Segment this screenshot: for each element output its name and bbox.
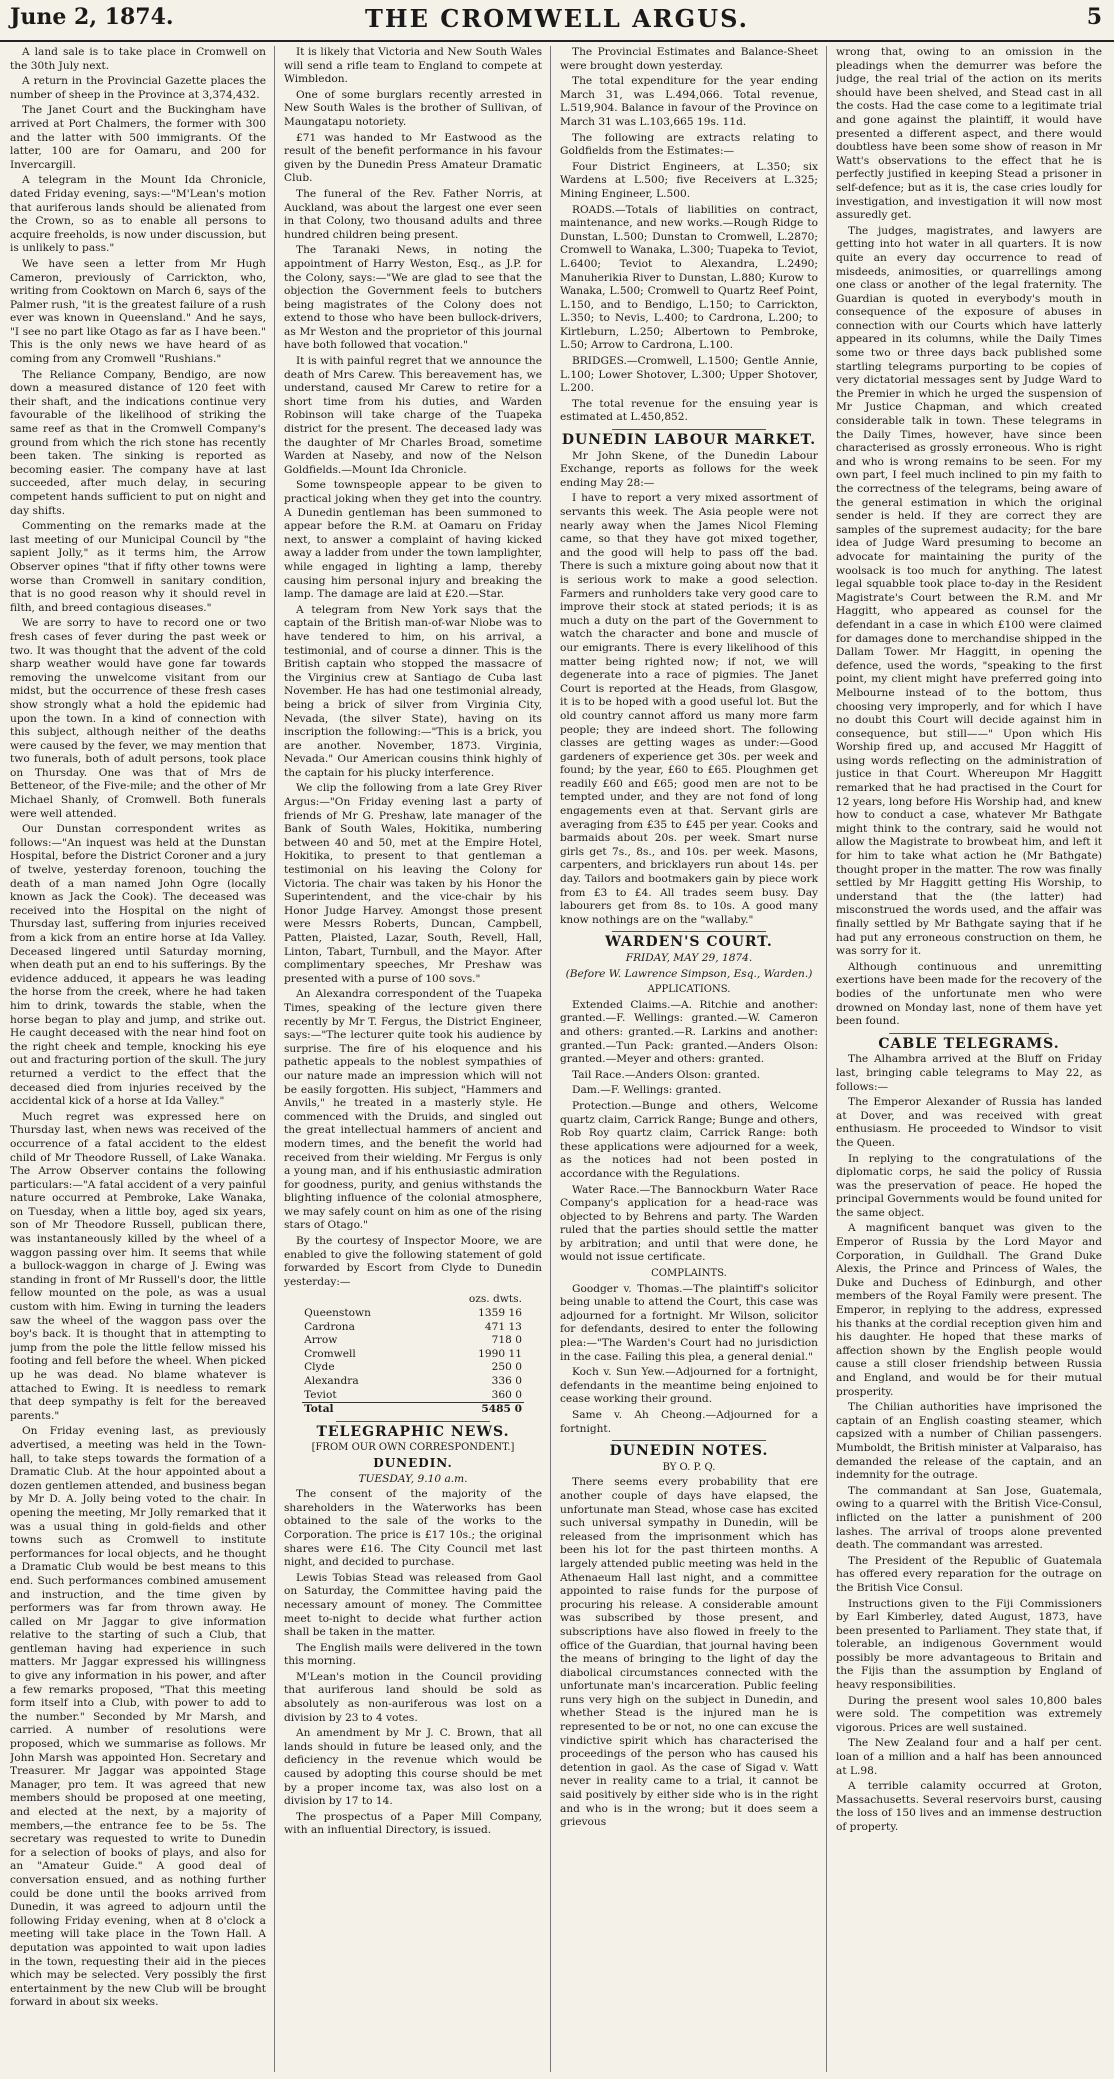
newspaper-title: THE CROMWELL ARGUS. <box>365 4 749 33</box>
paragraph: Mr John Skene, of the Dunedin Labour Exchange, reports as follows for the week ending May 28:— <box>560 449 818 489</box>
column-rule <box>274 46 275 2072</box>
section-heading-warden: WARDEN'S COURT. <box>605 934 773 951</box>
divider <box>612 931 767 932</box>
section-subheading: [FROM OUR OWN CORRESPONDENT.] <box>311 1442 515 1454</box>
paragraph: The prospectus of a Paper Mill Company, with an influential Directory, is issued. <box>284 1810 542 1837</box>
place-cell: Cardrona <box>304 1320 355 1333</box>
table-row <box>302 1389 524 1403</box>
paragraph: The consent of the majority of the shareholders in the Waterworks has been obtained to the sale of the works to the Corporation. The price is £17 10s.; the original shares were £16. The City Council met last night, and decided to purchase. <box>284 1488 542 1569</box>
table-row <box>302 1348 524 1362</box>
paragraph: The commandant at San Jose, Guatemala, owing to a quarrel with the British Vice-Consul, inflicted on the latter a punishment of 200 lashes. The arrival of troops alone prevented death. The commandant was arrested. <box>836 1484 1102 1552</box>
paragraph: By the courtesy of Inspector Moore, we are enabled to give the following statement of gold forwarded by Escort from Clyde to Dunedin yesterday:— <box>284 1235 542 1288</box>
place-cell: Clyde <box>304 1361 335 1374</box>
subsection-label: APPLICATIONS. <box>647 984 731 996</box>
table-row <box>302 1307 524 1321</box>
column-1 <box>10 46 266 2072</box>
paragraph: A magnificent banquet was given to the Emperor of Russia by the Lord Mayor and Corporation, in Guildhall. The Grand Duke Alexis, the Prince and Princess of Wales, the Duke and Duchess of Edinburgh, and other members of the Royal Family were present. The Emperor, in replying to the address, expressed his thanks at the cordial reception given him and his daughter. He hoped that these marks of affection shown by the English people would cause a still closer friendship between Russia and England, and would be for their mutual prosperity. <box>836 1222 1102 1398</box>
paragraph: The Alhambra arrived at the Bluff on Friday last, bringing cable telegrams to May 22, as follows:— <box>836 1053 1102 1093</box>
paragraph: One of some burglars recently arrested in New South Wales is the brother of Sullivan, of Maungatapu notoriety. <box>284 88 542 128</box>
place-cell: Queenstown <box>304 1307 371 1320</box>
paragraph: The total revenue for the ensuing year is estimated at L.450,852. <box>560 397 818 424</box>
place-cell: Arrow <box>304 1334 338 1347</box>
unit-header: ozs. dwts. <box>468 1293 522 1306</box>
column-4 <box>836 46 1102 2072</box>
paragraph: The judges, magistrates, and lawyers are getting into hot water in all quarters. It is now quite an every day occurrence to read of misdeeds, animosities, or quarrellings among one class or another of the legal fraternity. The Guardian is quoted in everybody's mouth in consequence of the exposure of abuses in connection with our Courts which have latterly appeared in its columns, while the Daily Times some two or three days back published some startling telegrams purporting to be copies of very dictatorial messages sent by Judge Ward to the Premier in which he urged the suspension of Mr Justice Chapman, and which created considerable talk in town. These telegrams in the Daily Times, however, have since been characterised as grossly erroneous. Who is right and who is wrong remains to be seen. For my own part, I feel much inclined to pin my faith to the correctness of the telegrams, being aware of the general estimation in which the original sender is held. If they are correct they are samples of the supremest audacity; for the bare idea of Judge Ward presuming to become an advocate for maintaining the purity of the woolsack is too much for anything. The latest legal squabble took place to-day in the Resident Magistrate's Court between the R.M. and Mr Haggitt, who appeared as counsel for the defendant in a case in which £100 were claimed for damages done to merchandise shipped in the Dallam Tower. Mr Haggitt, in opening the defence, used the words, "speaking to the first point, my client might have preferred going into Melbourne instead of to the bottom, thus choosing very improperly, and for which I have no doubt this Court will decide against him in consequence, but still——" Upon which His Worship fired up, and accused Mr Haggitt of using words reflecting on the administration of justice in that Court. Whereupon Mr Haggitt remarked that he had practised in the Court for 12 years, long before His Worship had, and knew how to conduct a case, whatever Mr Bathgate might think to the contrary, said he would not allow the Magistrate to browbeat him, and left it for him to take what action he (Mr Bathgate) thought proper in the matter. The row was finally settled by Mr Haggitt getting His Worship, to understand that the (the latter) had misconstrued the words used, and the affair was finally settled by Mr Bathgate saying that if he had put any erroneous construction on them, he was sorry for it. <box>836 224 1102 958</box>
paragraph: The Emperor Alexander of Russia has landed at Dover, and was received with great enthusiasm. He proceeded to Windsor to visit the Queen. <box>836 1096 1102 1149</box>
amount-cell: 336 0 <box>491 1375 522 1387</box>
paragraph: M'Lean's motion in the Council providing that auriferous land should be sold as absolutely as non-auriferous was lost on a division by 23 to 4 votes. <box>284 1670 542 1724</box>
gold-escort-table <box>302 1293 524 1416</box>
table-row <box>302 1361 524 1375</box>
paragraph: A telegram in the Mount Ida Chronicle, dated Friday evening, says:—"M'Lean's motion that auriferous lands should be alienated from the Crown, so as to enable all persons to acquire freeholds, is now under discussion, but is unlikely to pass." <box>10 174 266 255</box>
column-2 <box>284 46 542 2072</box>
dateline: FRIDAY, MAY 29, 1874. <box>625 952 753 964</box>
paragraph: The New Zealand four and a half per cent. loan of a million and a half has been announced at L.98. <box>836 1737 1102 1777</box>
court-presiding: (Before W. Lawrence Simpson, Esq., Warden.) <box>565 967 813 980</box>
amount-cell: 360 0 <box>491 1388 522 1401</box>
paragraph: The funeral of the Rev. Father Norris, at Auckland, was about the largest one ever seen in that Colony, two thousand adults and three hundred children being present. <box>284 187 542 241</box>
paragraph: There seems every probability that ere another couple of days have elapsed, the unfortunate man Stead, whose case has excited such universal sympathy in Dunedin, will be released from the imprisonment which has been his lot for the past thirteen months. A largely attended public meeting was held in the Athenaeum Hall last night, and a committee appointed to raise funds for the purpose of procuring his release. A considerable amount was subscribed by those present, and subscriptions have also flowed in freely to the office of the Guardian, that journal having been the means of bringing to the light of day the diabolical circumstances connected with the unfortunate man's incarceration. Public feeling runs very high on the subject in Dunedin, and whether Stead is the injured man he is represented to be or not, no one can excuse the vindictive spirit which has characterised the proceedings of the person who has caused his detention in gaol. As the case of Sigad v. Watt never in reality came to a trial, it cannot be said positively by either side who is in the right and who is in the wrong; but it does seem a grievous <box>560 1476 818 1829</box>
divider <box>889 1033 1049 1034</box>
paragraph: A land sale is to take place in Cromwell on the 30th July next. <box>10 46 266 72</box>
masthead <box>0 0 1114 42</box>
paragraph: Much regret was expressed here on Thursday last, when news was received of the occurrence of a fatal accident to the eldest child of Mr Theodore Russell, of Lake Wanaka. The Arrow Observer contains the following particulars:—"A fatal accident of a very painful nature occurred at Pembroke, Lake Wanaka, on Tuesday, when a little boy, aged six years, son of Mr Theodore Russell, publican there, was instantaneously killed by the wheel of a waggon passing over him. It seems that while a bullock-waggon in charge of J. Ewing was standing in front of Mr Russell's door, the little fellow mounted on the pole, as was a usual custom with him. Ewing in turning the leaders saw the wheel of the waggon pass over the boy's back. It is thought that in attempting to jump from the pole the little fellow missed his footing and fell before the wheel. When picked up he was dead. No blame whatever is attached to Ewing. It is needless to remark that deep sympathy is felt for the bereaved parents." <box>10 1110 266 1422</box>
paragraph: In replying to the congratulations of the diplomatic corps, he said the policy of Russia was the preservation of peace. He hoped the principal Governments would be found united for the same object. <box>836 1152 1102 1219</box>
amount-cell: 250 0 <box>491 1361 522 1374</box>
paragraph: I have to report a very mixed assortment of servants this week. The Asia people were not nearly away when the James Nicol Fleming came, so that they have got mixed together, and the good will help to pass off the bad. There is such a mixture going about now that it is serious work to make a good selection. Farmers and runholders take very good care to improve their stock at stated periods; it is as much a duty on the part of the Government to watch the character and bone and muscle of our emigrants. There is every likelihood of this matter being righted now; if not, we will degenerate into a race of pigmies. The Janet Court is reported at the Heads, from Glasgow, it is to be hoped with a good useful lot. But the old country cannot afford us many more farm people; they are indeed short. The following classes are getting wages as under:—Good gardeners of experience get 30s. per week and found; by the year, £60 to £65. Ploughmen get readily £60 and £65; good men are not to be tempted under, and they are not fond of long engagements even at that. Servant girls are averaging from £35 to £45 per year. Cooks and barmaids about 20s. per week. Smart nurse girls get 7s., 8s., and 10s. per week. Masons, carpenters, and bricklayers run about 14s. per day. Tailors and bootmakers gain by piece work from £3 to £4. All trades seem busy. Day labourers get from 8s. to 10s. A good many know nothings are on the "wallaby." <box>560 492 818 926</box>
paragraph: A return in the Provincial Gazette places the number of sheep in the Province at 3,374,432. <box>10 75 266 101</box>
dateline: TUESDAY, 9.10 a.m. <box>358 1472 468 1485</box>
total-row <box>302 1403 524 1417</box>
paragraph: The Provincial Estimates and Balance-Sheet were brought down yesterday. <box>560 46 818 72</box>
total-label: Total <box>302 1403 425 1417</box>
paragraph: £71 was handed to Mr Eastwood as the result of the benefit performance in his favour given by the Dunedin Press Amateur Dramatic Club. <box>284 131 542 185</box>
place-cell: Cromwell <box>304 1347 356 1360</box>
paragraph: Protection.—Bunge and others, Welcome quartz claim, Carrick Range; Bunge and others, Rob Roy quartz claim, Carrick Range: both these applications were adjourned for a week, as the notices had not been posted in accordance with the Regulations. <box>560 1099 818 1180</box>
paragraph: The Janet Court and the Buckingham have arrived at Port Chalmers, the former with 300 and the latter with 500 immigrants. Of the latter, 100 are for Oamaru, and 200 for Invercargill. <box>10 104 266 171</box>
paragraph: Extended Claims.—A. Ritchie and another: granted.—F. Wellings: granted.—W. Cameron and others: granted.—R. Larkins and another: granted.—Tun Pack: granted.—Anders Olson: granted.—Meyer and others: granted. <box>560 998 818 1066</box>
paragraph: We are sorry to have to record one or two fresh cases of fever during the past week or two. It was thought that the advent of the cold sharp weather would have gone far towards removing the unwelcome visitant from our midst, but the occurrence of these fresh cases show strongly what a hold the epidemic had upon the town. In a kind of connection with this subject, although neither of the deaths were caused by the fever, we may mention that two funerals, both of adult persons, took place on Thursday. One was that of Mrs de Betteneor, of the Five-mile; and the other of Mr Michael Shanly, of Cromwell. Both funerals were well attended. <box>10 617 266 820</box>
paragraph: During the present wool sales 10,800 bales were sold. The competition was extremely vigorous. Prices are well sustained. <box>836 1694 1102 1734</box>
paragraph: Four District Engineers, at L.350; six Wardens at L.500; five Receivers at L.325; Mining Engineer, L.500. <box>560 160 818 200</box>
place-cell: Alexandra <box>304 1375 359 1387</box>
paragraph: It is likely that Victoria and New South Wales will send a rifle team to England to compete at Wimbledon. <box>284 46 542 86</box>
paragraph: The Chilian authorities have imprisoned the captain of an English coasting steamer, which capsized with a number of Chilian passengers. Mumboldt, the British minister at Valparaiso, has demanded the release of the captain, and an indemnity for the outrage. <box>836 1401 1102 1482</box>
place-cell: Teviot <box>304 1388 337 1401</box>
paragraph: BRIDGES.—Cromwell, L.1500; Gentle Annie, L.100; Lower Shotover, L.300; Upper Shotover, L.200. <box>560 355 818 395</box>
paragraph: We clip the following from a late Grey River Argus:—"On Friday evening last a party of friends of Mr G. Preshaw, late manager of the Bank of South Wales, Hokitika, numbering between 40 and 50, met at the Empire Hotel, Hokitika, to present to that gentleman a testimonial on his leaving the Colony for Victoria. The chair was taken by his Honor the Superintendent, and the vice-chair by his Honor Judge Harvey. Amongst those present were Messrs Roberts, Duncan, Campbell, Patten, Plaisted, Lazar, South, Revell, Hall, Linton, Tabart, Turnbull, and the Mayor. After complimentary speeches, Mr Preshaw was presented with a purse of 100 sovs." <box>284 782 542 985</box>
paragraph: Koch v. Sun Yew.—Adjourned for a fortnight, defendants in the meantime being enjoined to cease working their ground. <box>560 1366 818 1406</box>
paragraph: ROADS.—Totals of liabilities on contract, maintenance, and new works.—Rough Ridge to Dunstan, L.500; Dunstan to Cromwell, L.2870; Cromwell to Wanaka, L.300; Tuapeka to Teviot, L.6400; Teviot to Alexandra, L.2490; Manuherikia River to Dunstan, L.880; Kurow to Wanaka, L.500; Cromwell to Quartz Reef Point, L.150, and to Bendigo, L.150; to Carrickton, L.350; to Nevis, L.400; to Cardrona, L.200; to Kirtleburn, L.250; Albertown to Pembroke, L.50; Arrow to Cardrona, L.100. <box>560 203 818 352</box>
divider <box>612 1440 767 1441</box>
column-rule <box>826 46 827 2072</box>
paragraph: Our Dunstan correspondent writes as follows:—"An inquest was held at the Dunstan Hospital, before the District Coroner and a jury of twelve, yesterday forenoon, touching the death of a man named John Ogre (locally known as Jack the Cook). The deceased was received into the Hospital on the night of Thursday last, suffering from injuries received from a kick from an entire horse at Ida Valley. Deceased lingered until Saturday morning, when death put an end to his sufferings. By the evidence adduced, it appears he was leading the horse from the creek, where he had taken him to drink, towards the stable, when the horse began to play and jump, and strike out. He caught deceased with the near hind foot on the right cheek and temple, knocking his eye out and fracturing portion of the skull. The jury returned a verdict to the effect that the deceased died from injuries received by the accidental kick of a horse at Ida Valley." <box>10 823 266 1108</box>
paragraph: On Friday evening last, as previously advertised, a meeting was held in the Town-hall, to take steps towards the formation of a Dramatic Club. At the hour appointed about a dozen gentlemen attended, and business began by Mr D. A. Jolly being voted to the chair. In opening the meeting, Mr Jolly remarked that it was a usual thing in gold-fields and other towns such as Cromwell to institute performances for local objects, and he thought a Dramatic Club would be best means to this end. Such performances combined amusement and instruction, and the time given by performers was far from thrown away. He called on Mr Jaggar to give information relative to the starting of such a Club, that gentleman having had experience in such matters. Mr Jaggar expressed his willingness to give any information in his power, and after a few remarks proposed, "That this meeting form itself into a Club, with power to add to the number." Seconded by Mr Marsh, and carried. A number of resolutions were proposed, which we summarise as follows. Mr John Marsh was appointed Hon. Secretary and Treasurer. Mr Jaggar was appointed Stage Manager, pro tem. It was agreed that new members should be proposed at one meeting, and elected at the next, by a majority of members,—the entrance fee to be 5s. The secretary was requested to write to Dunedin for a selection of books of plays, and also for an "Amateur Guide." A good deal of conversation ensued, and as nothing further could be done until the books arrived from Dunedin, it was agreed to adjourn until the following Friday evening, when at 8 o'clock a meeting will take place in the Town Hall. A deputation was appointed to wait upon ladies in the town, requesting their aid in the pieces which may be selected. Very possibly the first entertainment by the new Club will be brought forward in about six weeks. <box>10 1425 266 2009</box>
table-row <box>302 1375 524 1389</box>
paragraph: Although continuous and unremitting exertions have been made for the recovery of the bodies of the unfortunate men who were drowned on Monday last, none of them have yet been found. <box>836 960 1102 1028</box>
amount-cell: 471 13 <box>484 1320 522 1333</box>
paragraph: An amendment by Mr J. C. Brown, that all lands should in future be leased only, and the deficiency in the revenue which would be caused by adopting this course should be met by a proper income tax, was also lost on a division by 17 to 14. <box>284 1727 542 1808</box>
paragraph: Lewis Tobias Stead was released from Gaol on Saturday, the Committee having paid the necessary amount of money. The Committee meet to-night to decide what further action shall be taken in the matter. <box>284 1571 542 1639</box>
paragraph: The Reliance Company, Bendigo, are now down a measured distance of 120 feet with their shaft, and the indications continue very favourable of the likelihood of striking the same reef as that in the Cromwell Company's ground from which the rich stone has recently been taken. The sinking is reported as becoming easier. The company have at last succeeded, after much delay, in securing competent hands sufficient to put on night and day shifts. <box>10 368 266 517</box>
place-heading: DUNEDIN. <box>373 1455 453 1470</box>
amount-cell: 1359 16 <box>478 1307 522 1320</box>
amount-cell: 718 0 <box>491 1334 522 1347</box>
column-3 <box>560 46 818 2072</box>
amount-cell: 1990 11 <box>478 1347 522 1360</box>
paragraph: The total expenditure for the year ending March 31, was L.494,066. Total revenue, L.519,904. Balance in favour of the Province on March 31 was L.103,665 19s. 11d. <box>560 75 818 128</box>
paragraph: Instructions given to the Fiji Commissioners by Earl Kimberley, dated August, 1873, have been presented to Parliament. They state that, if tolerable, an indigenous Government would possibly be more advantageous to Britain and the Fijis than the assumption by England of heavy responsibilities. <box>836 1597 1102 1692</box>
byline: BY O. P. Q. <box>662 1461 716 1473</box>
section-heading-labour: DUNEDIN LABOUR MARKET. <box>561 432 817 449</box>
column-rule <box>550 46 551 2072</box>
paragraph: Dam.—F. Wellings: granted. <box>572 1084 722 1097</box>
paragraph: The President of the Republic of Guatemala has offered every reparation for the outrage on the British Vice Consul. <box>836 1554 1102 1594</box>
paragraph: A terrible calamity occurred at Groton, Massachusetts. Several reservoirs burst, causing the loss of 150 lives and an immense destruction of property. <box>836 1780 1102 1833</box>
paragraph: wrong that, owing to an omission in the pleadings when the demurrer was before the judge, the real trial of the action on its merits should have been shelved, and Stead cast in all the costs. Had the case come to a legitimate trial and gone against the plaintiff, it would have presented a different aspect, and there would doubtless have been some show of reason in Mr Watt's observations to the effect that he is perfectly justified in keeping Stead a prisoner in self-defence; but as it is, the case cries loudly for investigation, and investigation it will now most assuredly get. <box>836 46 1102 222</box>
paragraph: We have seen a letter from Mr Hugh Cameron, previously of Carrickton, who, writing from Cooktown on March 6, says of the Palmer rush, "it is the greatest failure of a rush ever was known in Queensland." And he says, "I see no part like Otago as far as I have been." This is the only news we have heard of as coming from any Cromwell "Rushians." <box>10 257 266 366</box>
paragraph: It is with painful regret that we announce the death of Mrs Carew. This bereavement has, we understand, caused Mr Carew to retire for a short time from his duties, and Warden Robinson will take charge of the Tuapeka district for the present. The deceased lady was the daughter of Mr Charles Broad, sometime Warden at Naseby, and now of the Nelson Goldfields.—Mount Ida Chronicle. <box>284 355 542 476</box>
divider <box>612 429 767 430</box>
paragraph: An Alexandra correspondent of the Tuapeka Times, speaking of the lecture given there recently by Mr T. Fergus, the District Engineer, says:—"The lecturer quite took his audience by surprise. The fire of his eloquence and his pathetic appeals to the noblest sympathies of our nature made an impression which will not be easily forgotten. His subject, "Hammers and Anvils," he treated in a masterly style. He commenced with the Druids, and singled out the great intellectual hammers of ancient and modern times, and the benefit the world had received from their wielding. Mr Fergus is only a young man, and if his enthusiastic admiration for goodness, purity, and genius withstands the blighting influence of the colonial atmosphere, we may safely count on him as one of the rising stars of Otago." <box>284 988 542 1232</box>
paragraph: Some townspeople appear to be given to practical joking when they get into the country. A Dunedin gentleman has been summoned to appear before the R.M. at Oamaru on Friday next, to answer a complaint of having kicked away a ladder from under the town lamplighter, while engaged in lighting a lamp, thereby causing him personal injury and breaking the lamp. The damage are laid at £20.—Star. <box>284 479 542 601</box>
section-heading-telegraphic: TELEGRAPHIC NEWS. <box>316 1423 510 1440</box>
page-number: 5 <box>1086 4 1102 30</box>
table-row <box>302 1321 524 1335</box>
paragraph: A telegram from New York says that the captain of the British man-of-war Niobe was to have tendered to him, on his arrival, a testimonial, and of course a dinner. This is the British captain who stopped the massacre of the Virginius crew at Santiago de Cuba last November. He has had one testimonial already, being a brick of silver from Virginia City, Nevada, (the silver State), having on its inscription the following:—"This is a brick, you are another. November, 1873. Virginia, Nevada." Our American cousins think highly of the captain for his plucky interference. <box>284 603 542 779</box>
paragraph: The English mails were delivered in the town this morning. <box>284 1641 542 1668</box>
section-heading-cable: CABLE TELEGRAMS. <box>878 1035 1060 1052</box>
paragraph: Goodger v. Thomas.—The plaintiff's solicitor being unable to attend the Court, this case was adjourned for a fortnight. Mr Wilson, solicitor for defendants, desired to enter the following plea:—"The Warden's Court had no jurisdiction in the case. Failing this plea, a general denial." <box>560 1282 818 1363</box>
table-row <box>302 1334 524 1348</box>
paragraph: Same v. Ah Cheong.—Adjourned for a fortnight. <box>560 1409 818 1435</box>
divider <box>336 1421 491 1422</box>
total-amount: 5485 0 <box>425 1403 524 1417</box>
section-heading-notes: DUNEDIN NOTES. <box>609 1443 769 1460</box>
paragraph: Water Race.—The Bannockburn Water Race Company's application for a head-race was objected to by Behrens and party. The Warden ruled that the parties should settle the matter by arbitration; and until that were done, he would not issue certificate. <box>560 1183 818 1264</box>
paragraph: The following are extracts relating to Goldfields from the Estimates:— <box>560 131 818 158</box>
subsection-label: COMPLAINTS. <box>651 1268 727 1280</box>
paragraph: The Taranaki News, in noting the appointment of Harry Weston, Esq., as J.P. for the Colony, says:—"We are glad to see that the objection the Government feels to butchers being magistrates of the Colony does not extend to those who have been bullock-drivers, as Mr Weston and the proprietor of this journal have both followed that vocation." <box>284 244 542 352</box>
paragraph: Tail Race.—Anders Olson: granted. <box>572 1068 761 1081</box>
issue-date: June 2, 1874. <box>10 4 174 30</box>
paragraph: Commenting on the remarks made at the last meeting of our Municipal Council by "the sapient Jolly," as it terms him, the Arrow Observer opines "that if fifty other towns were worse than Cromwell in sanitary condition, that is no good reason why it should revel in filth, and breed contagious diseases." <box>10 520 266 614</box>
